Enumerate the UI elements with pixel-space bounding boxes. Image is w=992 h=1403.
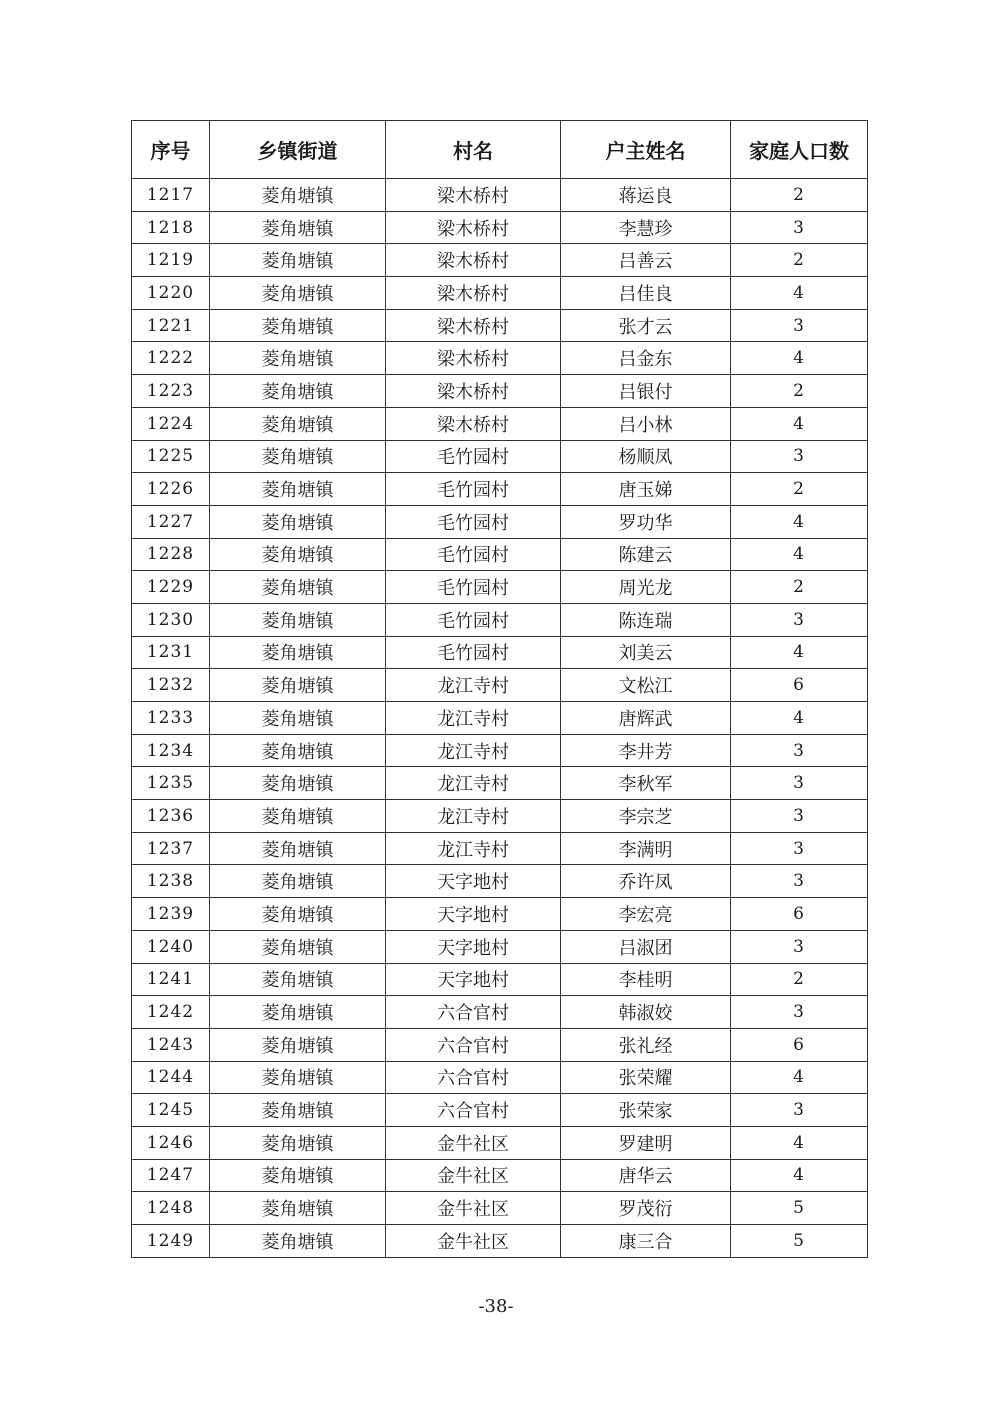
cell-township: 菱角塘镇 <box>210 669 386 702</box>
cell-serial-number: 1248 <box>132 1192 210 1225</box>
cell-serial-number: 1225 <box>132 440 210 473</box>
table-row <box>132 407 868 440</box>
cell-family-size: 3 <box>731 211 868 244</box>
cell-village: 龙江寺村 <box>386 669 561 702</box>
cell-village: 梁木桥村 <box>386 407 561 440</box>
household-table <box>131 120 868 1258</box>
cell-township: 菱角塘镇 <box>210 571 386 604</box>
cell-village: 金牛社区 <box>386 1225 561 1258</box>
table-row <box>132 277 868 310</box>
cell-householder-name: 唐华云 <box>561 1159 731 1192</box>
cell-township: 菱角塘镇 <box>210 734 386 767</box>
cell-householder-name: 吕善云 <box>561 244 731 277</box>
cell-family-size: 3 <box>731 440 868 473</box>
cell-village: 龙江寺村 <box>386 767 561 800</box>
cell-serial-number: 1218 <box>132 211 210 244</box>
header-family-size: 家庭人口数 <box>731 121 868 179</box>
table-body <box>132 179 868 1258</box>
cell-village: 毛竹园村 <box>386 636 561 669</box>
cell-village: 金牛社区 <box>386 1126 561 1159</box>
cell-township: 菱角塘镇 <box>210 375 386 408</box>
cell-village: 毛竹园村 <box>386 571 561 604</box>
cell-householder-name: 吕佳良 <box>561 277 731 310</box>
cell-family-size: 2 <box>731 473 868 506</box>
cell-serial-number: 1241 <box>132 963 210 996</box>
cell-family-size: 3 <box>731 1094 868 1127</box>
header-householder-name: 户主姓名 <box>561 121 731 179</box>
cell-serial-number: 1237 <box>132 832 210 865</box>
cell-family-size: 3 <box>731 996 868 1029</box>
cell-family-size: 4 <box>731 1159 868 1192</box>
table-row <box>132 734 868 767</box>
table-row <box>132 767 868 800</box>
cell-village: 毛竹园村 <box>386 538 561 571</box>
cell-householder-name: 张荣耀 <box>561 1061 731 1094</box>
cell-householder-name: 李宏亮 <box>561 898 731 931</box>
cell-householder-name: 韩淑姣 <box>561 996 731 1029</box>
cell-township: 菱角塘镇 <box>210 179 386 212</box>
cell-family-size: 4 <box>731 538 868 571</box>
table-row <box>132 603 868 636</box>
cell-family-size: 6 <box>731 669 868 702</box>
cell-family-size: 4 <box>731 702 868 735</box>
table-row <box>132 473 868 506</box>
cell-serial-number: 1242 <box>132 996 210 1029</box>
cell-township: 菱角塘镇 <box>210 963 386 996</box>
table-row <box>132 211 868 244</box>
cell-householder-name: 李慧珍 <box>561 211 731 244</box>
cell-householder-name: 唐辉武 <box>561 702 731 735</box>
cell-family-size: 4 <box>731 407 868 440</box>
cell-householder-name: 罗建明 <box>561 1126 731 1159</box>
cell-village: 龙江寺村 <box>386 832 561 865</box>
cell-serial-number: 1247 <box>132 1159 210 1192</box>
cell-serial-number: 1229 <box>132 571 210 604</box>
cell-family-size: 2 <box>731 963 868 996</box>
cell-householder-name: 吕淑团 <box>561 930 731 963</box>
cell-village: 金牛社区 <box>386 1192 561 1225</box>
table-row <box>132 1159 868 1192</box>
table-row <box>132 1028 868 1061</box>
cell-family-size: 2 <box>731 375 868 408</box>
cell-family-size: 3 <box>731 309 868 342</box>
table-row <box>132 1225 868 1258</box>
table-row <box>132 800 868 833</box>
cell-family-size: 6 <box>731 898 868 931</box>
cell-serial-number: 1226 <box>132 473 210 506</box>
cell-village: 六合官村 <box>386 1094 561 1127</box>
cell-township: 菱角塘镇 <box>210 538 386 571</box>
cell-family-size: 5 <box>731 1225 868 1258</box>
cell-township: 菱角塘镇 <box>210 473 386 506</box>
cell-village: 梁木桥村 <box>386 342 561 375</box>
cell-serial-number: 1234 <box>132 734 210 767</box>
cell-township: 菱角塘镇 <box>210 1028 386 1061</box>
cell-township: 菱角塘镇 <box>210 702 386 735</box>
cell-serial-number: 1223 <box>132 375 210 408</box>
table-row <box>132 538 868 571</box>
table-row <box>132 440 868 473</box>
cell-family-size: 3 <box>731 734 868 767</box>
cell-township: 菱角塘镇 <box>210 342 386 375</box>
table-row <box>132 702 868 735</box>
table-row <box>132 1126 868 1159</box>
cell-village: 梁木桥村 <box>386 179 561 212</box>
cell-township: 菱角塘镇 <box>210 440 386 473</box>
cell-village: 龙江寺村 <box>386 734 561 767</box>
header-township: 乡镇街道 <box>210 121 386 179</box>
cell-village: 龙江寺村 <box>386 800 561 833</box>
cell-village: 梁木桥村 <box>386 244 561 277</box>
cell-township: 菱角塘镇 <box>210 1192 386 1225</box>
cell-family-size: 3 <box>731 832 868 865</box>
table-row <box>132 1094 868 1127</box>
table-row <box>132 669 868 702</box>
cell-householder-name: 陈连瑞 <box>561 603 731 636</box>
cell-householder-name: 李宗芝 <box>561 800 731 833</box>
cell-serial-number: 1217 <box>132 179 210 212</box>
cell-family-size: 2 <box>731 244 868 277</box>
cell-family-size: 2 <box>731 179 868 212</box>
cell-serial-number: 1235 <box>132 767 210 800</box>
table-header-row <box>132 121 868 179</box>
table-row <box>132 898 868 931</box>
cell-householder-name: 张礼经 <box>561 1028 731 1061</box>
cell-householder-name: 刘美云 <box>561 636 731 669</box>
cell-township: 菱角塘镇 <box>210 277 386 310</box>
cell-householder-name: 文松江 <box>561 669 731 702</box>
cell-family-size: 4 <box>731 1061 868 1094</box>
cell-serial-number: 1232 <box>132 669 210 702</box>
cell-village: 梁木桥村 <box>386 375 561 408</box>
cell-serial-number: 1236 <box>132 800 210 833</box>
table-row <box>132 832 868 865</box>
cell-serial-number: 1224 <box>132 407 210 440</box>
cell-township: 菱角塘镇 <box>210 865 386 898</box>
table-row <box>132 375 868 408</box>
cell-householder-name: 李井芳 <box>561 734 731 767</box>
cell-householder-name: 张才云 <box>561 309 731 342</box>
table-row <box>132 505 868 538</box>
cell-family-size: 3 <box>731 930 868 963</box>
cell-township: 菱角塘镇 <box>210 767 386 800</box>
cell-serial-number: 1249 <box>132 1225 210 1258</box>
cell-householder-name: 蒋运良 <box>561 179 731 212</box>
cell-serial-number: 1239 <box>132 898 210 931</box>
cell-serial-number: 1240 <box>132 930 210 963</box>
cell-family-size: 4 <box>731 636 868 669</box>
cell-serial-number: 1219 <box>132 244 210 277</box>
cell-family-size: 2 <box>731 571 868 604</box>
table-row <box>132 1192 868 1225</box>
cell-village: 毛竹园村 <box>386 440 561 473</box>
cell-village: 六合官村 <box>386 996 561 1029</box>
cell-householder-name: 罗茂衍 <box>561 1192 731 1225</box>
cell-township: 菱角塘镇 <box>210 930 386 963</box>
table-row <box>132 571 868 604</box>
cell-family-size: 4 <box>731 277 868 310</box>
cell-village: 毛竹园村 <box>386 473 561 506</box>
table-row <box>132 342 868 375</box>
cell-householder-name: 吕银付 <box>561 375 731 408</box>
cell-serial-number: 1244 <box>132 1061 210 1094</box>
cell-township: 菱角塘镇 <box>210 1061 386 1094</box>
cell-township: 菱角塘镇 <box>210 244 386 277</box>
header-serial-number: 序号 <box>132 121 210 179</box>
cell-township: 菱角塘镇 <box>210 211 386 244</box>
cell-township: 菱角塘镇 <box>210 996 386 1029</box>
table-row <box>132 996 868 1029</box>
table-row <box>132 309 868 342</box>
cell-householder-name: 李秋军 <box>561 767 731 800</box>
cell-township: 菱角塘镇 <box>210 898 386 931</box>
cell-family-size: 6 <box>731 1028 868 1061</box>
cell-township: 菱角塘镇 <box>210 636 386 669</box>
table-row <box>132 636 868 669</box>
cell-township: 菱角塘镇 <box>210 309 386 342</box>
cell-village: 天字地村 <box>386 865 561 898</box>
cell-family-size: 3 <box>731 800 868 833</box>
table-row <box>132 1061 868 1094</box>
cell-householder-name: 周光龙 <box>561 571 731 604</box>
table-row <box>132 963 868 996</box>
cell-family-size: 4 <box>731 505 868 538</box>
cell-householder-name: 李桂明 <box>561 963 731 996</box>
cell-householder-name: 李满明 <box>561 832 731 865</box>
table-row <box>132 930 868 963</box>
cell-serial-number: 1231 <box>132 636 210 669</box>
cell-family-size: 3 <box>731 767 868 800</box>
cell-serial-number: 1228 <box>132 538 210 571</box>
cell-householder-name: 罗功华 <box>561 505 731 538</box>
cell-village: 龙江寺村 <box>386 702 561 735</box>
table-row <box>132 179 868 212</box>
cell-householder-name: 杨顺凤 <box>561 440 731 473</box>
page-number: -38- <box>478 1296 514 1317</box>
cell-village: 六合官村 <box>386 1061 561 1094</box>
cell-householder-name: 唐玉娣 <box>561 473 731 506</box>
household-table-container <box>131 120 867 1258</box>
cell-village: 天字地村 <box>386 930 561 963</box>
cell-family-size: 3 <box>731 603 868 636</box>
cell-village: 梁木桥村 <box>386 211 561 244</box>
cell-township: 菱角塘镇 <box>210 505 386 538</box>
cell-family-size: 5 <box>731 1192 868 1225</box>
cell-householder-name: 张荣家 <box>561 1094 731 1127</box>
cell-householder-name: 乔许凤 <box>561 865 731 898</box>
cell-householder-name: 陈建云 <box>561 538 731 571</box>
cell-serial-number: 1238 <box>132 865 210 898</box>
cell-township: 菱角塘镇 <box>210 603 386 636</box>
cell-family-size: 4 <box>731 342 868 375</box>
cell-village: 六合官村 <box>386 1028 561 1061</box>
table-row <box>132 865 868 898</box>
cell-serial-number: 1233 <box>132 702 210 735</box>
cell-householder-name: 吕小林 <box>561 407 731 440</box>
cell-township: 菱角塘镇 <box>210 1094 386 1127</box>
cell-serial-number: 1246 <box>132 1126 210 1159</box>
cell-serial-number: 1222 <box>132 342 210 375</box>
cell-township: 菱角塘镇 <box>210 1126 386 1159</box>
cell-serial-number: 1220 <box>132 277 210 310</box>
cell-serial-number: 1227 <box>132 505 210 538</box>
cell-village: 毛竹园村 <box>386 603 561 636</box>
cell-serial-number: 1221 <box>132 309 210 342</box>
cell-township: 菱角塘镇 <box>210 832 386 865</box>
cell-family-size: 4 <box>731 1126 868 1159</box>
cell-village: 天字地村 <box>386 898 561 931</box>
cell-village: 毛竹园村 <box>386 505 561 538</box>
cell-township: 菱角塘镇 <box>210 800 386 833</box>
cell-serial-number: 1243 <box>132 1028 210 1061</box>
table-row <box>132 244 868 277</box>
cell-serial-number: 1230 <box>132 603 210 636</box>
cell-serial-number: 1245 <box>132 1094 210 1127</box>
header-village: 村名 <box>386 121 561 179</box>
cell-village: 金牛社区 <box>386 1159 561 1192</box>
cell-village: 梁木桥村 <box>386 309 561 342</box>
cell-village: 天字地村 <box>386 963 561 996</box>
cell-township: 菱角塘镇 <box>210 1159 386 1192</box>
cell-township: 菱角塘镇 <box>210 1225 386 1258</box>
cell-family-size: 3 <box>731 865 868 898</box>
cell-township: 菱角塘镇 <box>210 407 386 440</box>
cell-householder-name: 康三合 <box>561 1225 731 1258</box>
cell-householder-name: 吕金东 <box>561 342 731 375</box>
cell-village: 梁木桥村 <box>386 277 561 310</box>
